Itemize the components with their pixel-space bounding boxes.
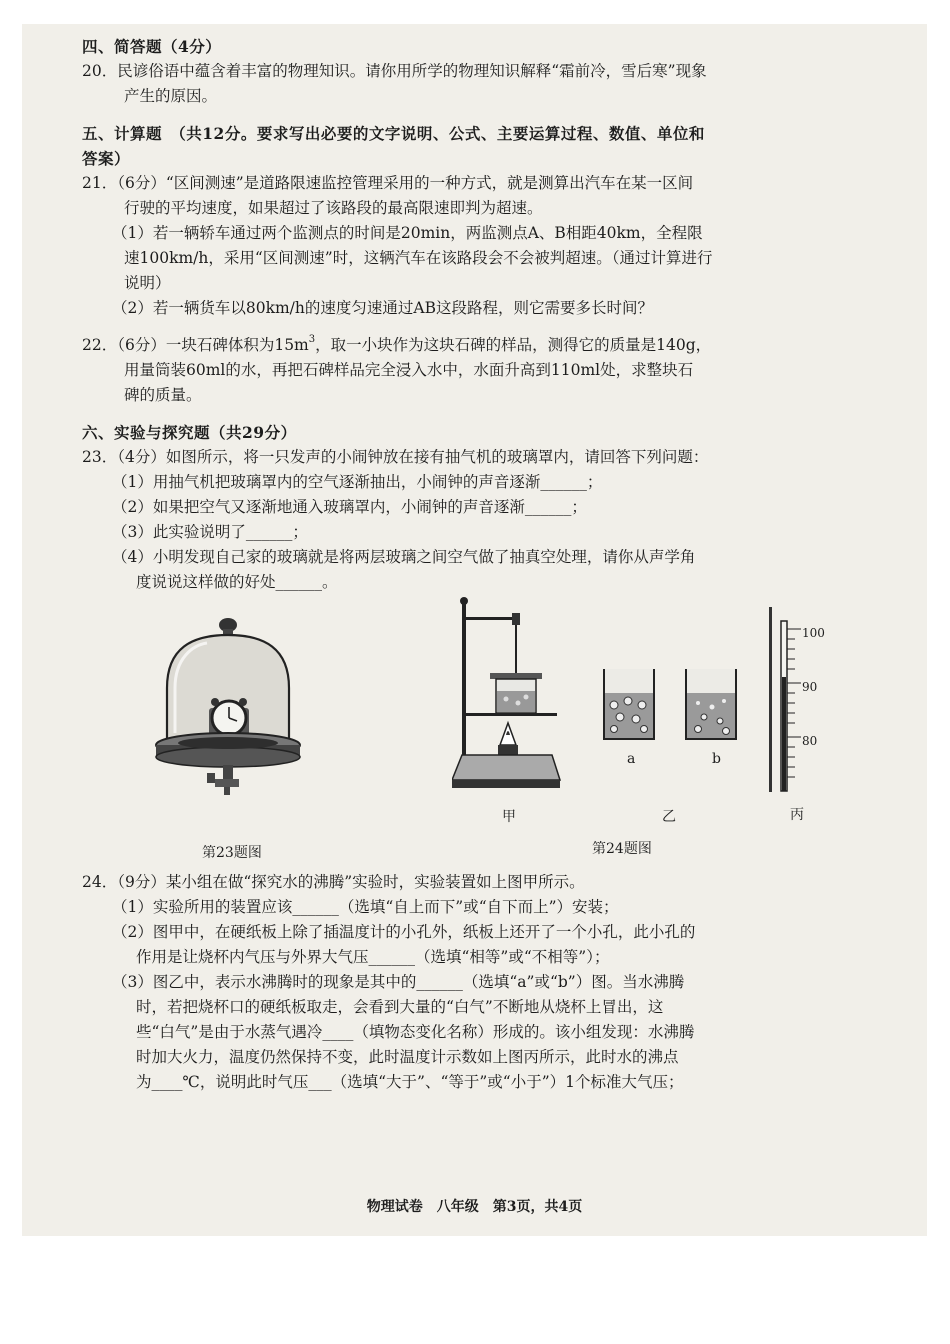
q23-part3: （3）此实验说明了______； (112, 523, 308, 541)
beaker-b-label: b (712, 751, 721, 767)
q21-stem-2: 行驶的平均速度，如果超过了该路段的最高限速即判为超速。 (124, 199, 543, 217)
q20-line-2: 产生的原因。 (124, 87, 218, 105)
q22-line-3: 碑的质量。 (124, 386, 202, 404)
section-6-title: 六、实验与探究题（共29分） (82, 423, 297, 442)
q24-part2-2: 作用是让烧杯内气压与外界大气压______（选填“相等”或“不相等”）； (136, 948, 610, 966)
section-5-title: 五、计算题 （共12分。要求写出必要的文字说明、公式、主要运算过程、数值、单位和 (82, 124, 705, 143)
q23-part1: （1）用抽气机把玻璃罩内的空气逐渐抽出，小闹钟的声音逐渐______； (112, 473, 603, 491)
q20-line-1: 20．民谚俗语中蕴含着丰富的物理知识。请你用所学的物理知识解释“霜前冷，雪后寒”现象 (82, 62, 707, 80)
q23-stem: 23．（4分）如图所示，将一只发声的小闹钟放在接有抽气机的玻璃罩内，请回答下列问题： (82, 448, 709, 466)
figure-24-caption: 第24题图 (592, 841, 652, 857)
figures-area (82, 595, 882, 870)
figure-23-caption: 第23题图 (202, 845, 262, 861)
q21-part1-3: 说明） (124, 274, 171, 292)
section-4-title: 四、简答题（4分） (82, 37, 222, 56)
q24-part3-3: 些“白气”是由于水蒸气遇冷____（填物态变化名称）形成的。该小组发现：水沸腾 (136, 1023, 695, 1041)
thermometer-tick-80: 80 (802, 734, 818, 748)
bell-jar-figure (127, 613, 327, 803)
q22-line-1 (82, 333, 882, 358)
q24-part3-1: （3）图乙中，表示水沸腾时的现象是其中的______（选填“a”或“b”）图。当水沸腾 (112, 973, 685, 991)
q24-part3-2: 时，若把烧杯口的硬纸板取走，会看到大量的“白气”不断地从烧杯上冒出，这 (136, 998, 664, 1016)
q21-part2: （2）若一辆货车以80km/h的速度匀速通过AB这段路程，则它需要多长时间？ (112, 299, 653, 317)
q24-part2-1: （2）图甲中，在硬纸板上除了插温度计的小孔外，纸板上还开了一个小孔，此小孔的 (112, 923, 696, 941)
q22-text-a: 22．（6分）一块石碑体积为15m (82, 336, 309, 354)
exam-content (82, 34, 882, 1095)
section-5-title-cont: 答案） (82, 149, 131, 168)
q22-line-2: 用量筒装60ml的水，再把石碑样品完全浸入水中，水面升高到110ml处，求整块石 (124, 361, 694, 379)
q23-part2: （2）如果把空气又逐渐地通入玻璃罩内，小闹钟的声音逐渐______； (112, 498, 587, 516)
q24-part1: （1）实验所用的装置应该______（选填“自上而下”或“自下而上”）安装； (112, 898, 619, 916)
q24-part3-5: 为____℃，说明此时气压___（选填“大于”、“等于”或“小于”）1个标准大气压； (136, 1073, 684, 1091)
beaker-a-figure (600, 665, 660, 745)
q24-stem: 24．（9分）某小组在做“探究水的沸腾”实验时，实验装置如上图甲所示。 (82, 873, 585, 891)
q22-text-b: ，取一小块作为这块石碑的样品，测得它的质量是140g， (315, 336, 712, 354)
q23-part4-2: 度说说这样做的好处______。 (136, 573, 338, 591)
q22-superscript: 3 (308, 334, 316, 345)
q21-part1-2: 速100km/h，采用“区间测速”时，这辆汽车在该路段会不会被判超速。（通过计算进行 (124, 249, 713, 267)
thermometer-tick-90: 90 (802, 680, 818, 694)
q23-part4-1: （4）小明发现自己家的玻璃就是将两层玻璃之间空气做了抽真空处理，请你从声学角 (112, 548, 696, 566)
boiling-apparatus-figure (452, 595, 567, 800)
exam-page (22, 24, 927, 1236)
page-footer: 物理试卷 八年级 第3页，共4页 (366, 1199, 583, 1215)
q21-stem-1: 21．（6分）“区间测速”是道路限速监控管理采用的一种方式，就是测算出汽车在某一区间 (82, 174, 694, 192)
beaker-a-label: a (627, 751, 636, 767)
thermometer-figure (767, 605, 807, 795)
thermometer-tick-100: 100 (802, 626, 825, 640)
figure-yi-label: 乙 (662, 809, 676, 825)
figure-bing-label: 丙 (790, 807, 804, 823)
figure-jia-label: 甲 (502, 809, 516, 825)
q21-part1-1: （1）若一辆轿车通过两个监测点的时间是20min，两监测点A、B相距40km，全程限 (112, 224, 703, 242)
beaker-b-figure (682, 665, 742, 745)
q24-part3-4: 时加大火力，温度仍然保持不变，此时温度计示数如上图丙所示，此时水的沸点 (136, 1048, 679, 1066)
